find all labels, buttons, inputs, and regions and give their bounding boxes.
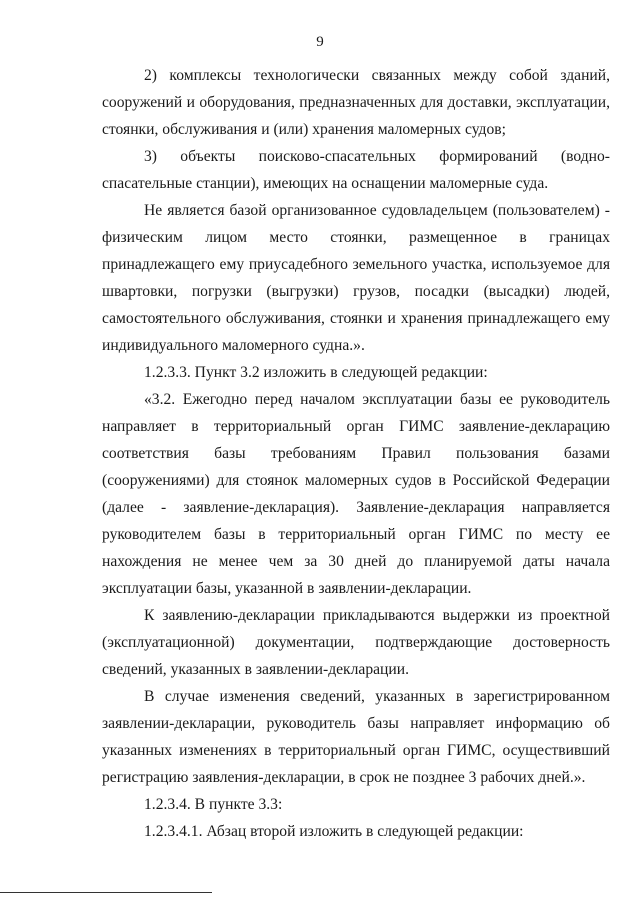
page-number: 9 (316, 34, 324, 50)
footer-rule (0, 892, 212, 893)
document-body (102, 62, 610, 845)
paragraph-item-3: 3) объекты поисково-спасательных формирований (водно-спасательные станции), имеющих на оснащении маломерные суда. (102, 148, 610, 192)
paragraph-clause-1-2-3-3: 1.2.3.3. Пункт 3.2 изложить в следующей редакции: (144, 364, 488, 381)
paragraph-item-2: 2) комплексы технологически связанных между собой зданий, сооружений и оборудования, предназначенных для доставки, эксплуатации, стоянки, обслуживания и (или) хранения маломерных судов; (102, 67, 610, 138)
paragraph-attachments: К заявлению-декларации прикладываются выдержки из проектной (эксплуатационной) документации, подтверждающие достоверность сведений, указанных в заявлении-декларации. (102, 607, 610, 678)
paragraph-clause-1-2-3-4: 1.2.3.4. В пункте 3.3: (144, 796, 283, 813)
paragraph-clause-1-2-3-4-1: 1.2.3.4.1. Абзац второй изложить в следующей редакции: (144, 823, 524, 840)
paragraph-changes: В случае изменения сведений, указанных в зарегистрированном заявлении-декларации, руководитель базы направляет информацию об указанных изменениях в территориальный орган ГИМС, осуществивший регистрацию заявления-декларации, в срок не позднее 3 рабочих дней.». (102, 688, 610, 786)
paragraph-clause-3-2: «3.2. Ежегодно перед началом эксплуатации базы ее руководитель направляет в территориальный орган ГИМС заявление-декларацию соответствия базы требованиям Правил пользования базами (сооружениями) для стоянок маломерных судов в Российской Федерации (далее - заявление-декларация). Заявление-декларация направляется руководителем базы в территориальный орган ГИМС по месту ее нахождения не менее чем за 30 дней до планируемой даты начала эксплуатации базы, указанной в заявлении-декларации. (102, 391, 610, 597)
paragraph-exclusion: Не является базой организованное судовладельцем (пользователем) - физическим лицом место стоянки, размещенное в границах принадлежащего ему приусадебного земельного участка, используемое для швартовки, погрузки (выгрузки) грузов, посадки (высадки) людей, самостоятельного обслуживания, стоянки и хранения принадлежащего ему индивидуального маломерного судна.». (102, 202, 610, 354)
